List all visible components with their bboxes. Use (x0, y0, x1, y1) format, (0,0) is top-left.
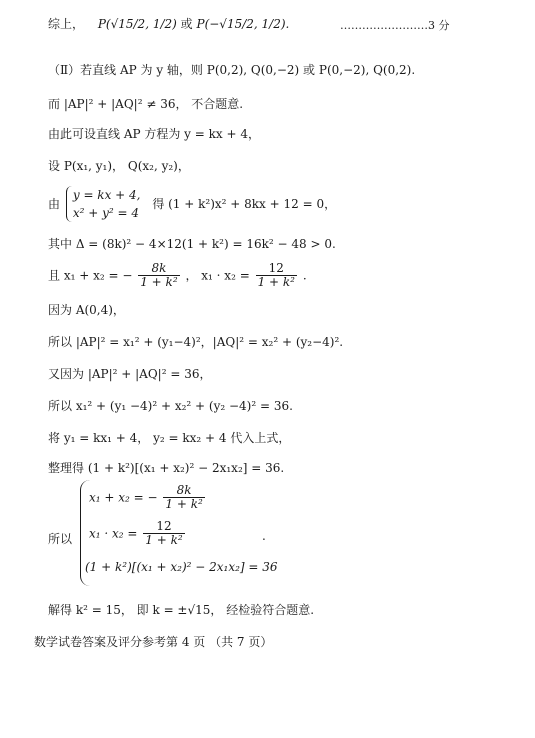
system-result: 得 (1 + k²)x² + 8kx + 12 = 0， (152, 197, 337, 211)
vieta-product-prefix: ， x₁ · x₂ = (185, 268, 250, 283)
expanded-condition-line: 所以 x₁² + (y₁ −4)² + x₂² + (y₂ −4)² = 36. (48, 399, 293, 413)
final-eq-1-fraction (163, 484, 204, 511)
conclusion-line (48, 16, 289, 32)
system-end-dot: . (262, 529, 266, 543)
final-eq-2 (89, 520, 187, 547)
fraction-denominator: 1 + k² (140, 275, 178, 289)
system-line (48, 186, 336, 226)
page-footer: 数学试卷答案及评分参考第 4 页 （共 7 页） (34, 635, 273, 649)
equation-system (66, 186, 141, 222)
fraction-denominator: 1 + k² (145, 533, 183, 547)
fraction-denominator: 1 + k² (257, 275, 295, 289)
final-equation-system (80, 480, 278, 586)
distance-formula-line: 所以 |AP|² = x₁² + (y₁−4)²，|AQ|² = x₂² + (y₂−4)². (48, 335, 344, 349)
system-eq-1: y = kx + 4, (72, 188, 141, 202)
final-eq-2-left: x₁ · x₂ = (89, 526, 138, 541)
system-prefix: 由 (48, 197, 61, 211)
vieta-end: . (302, 268, 307, 283)
part-two-line: （Ⅱ）若直线 AP 为 y 轴，则 P(0,2), Q(0,−2) 或 P(0,−2), Q(0,2). (48, 63, 416, 77)
discriminant-line: 其中 Δ = (8k)² − 4×12(1 + k²) = 16k² − 48 > 0. (48, 237, 336, 251)
point-p-positive: P(√15/2, 1/2) (97, 17, 177, 31)
fraction-numerator: 12 (256, 262, 297, 276)
solution-line: 解得 k² = 15， 即 k = ±√15， 经检验符合题意. (48, 603, 315, 617)
fraction-numerator: 12 (143, 520, 184, 534)
points-definition-line: 设 P(x₁, y₁)， Q(x₂, y₂)， (48, 159, 190, 173)
point-p-negative: P(−√15/2, 1/2). (196, 17, 290, 31)
vieta-sum-fraction (138, 262, 179, 289)
simplified-line: 整理得 (1 + k²)[(x₁ + x₂)² − 2x₁x₂] = 36. (48, 461, 285, 475)
given-condition-line: 又因为 |AP|² + |AQ|² = 36， (48, 367, 212, 381)
fraction-numerator: 8k (163, 484, 204, 498)
system-eq-2: x² + y² = 4 (72, 206, 140, 220)
sum-squares-check-line: 而 |AP|² + |AQ|² ≠ 36， 不合题意. (48, 97, 244, 111)
fraction-numerator: 8k (138, 262, 179, 276)
or-word: 或 (180, 17, 193, 31)
system-prefix-2: 所以 (48, 532, 73, 546)
vieta-sum-prefix: 且 x₁ + x₂ = − (48, 268, 133, 283)
substitution-line: 将 y₁ = kx₁ + 4， y₂ = kx₂ + 4 代入上式， (48, 431, 291, 445)
final-eq-2-fraction (143, 520, 184, 547)
score-marker: ……………………3 分 (340, 19, 450, 32)
final-eq-1 (89, 484, 207, 511)
final-eq-1-left: x₁ + x₂ = − (89, 490, 158, 505)
vieta-line (48, 262, 307, 294)
vieta-product-fraction (256, 262, 297, 289)
final-eq-3: (1 + k²)[(x₁ + x₂)² − 2x₁x₂] = 36 (85, 560, 278, 574)
point-a-line: 因为 A(0,4)， (48, 303, 125, 317)
conclusion-prefix: 综上， (48, 17, 85, 31)
fraction-denominator: 1 + k² (165, 497, 203, 511)
line-equation-line: 由此可设直线 AP 方程为 y = kx + 4， (48, 127, 261, 141)
